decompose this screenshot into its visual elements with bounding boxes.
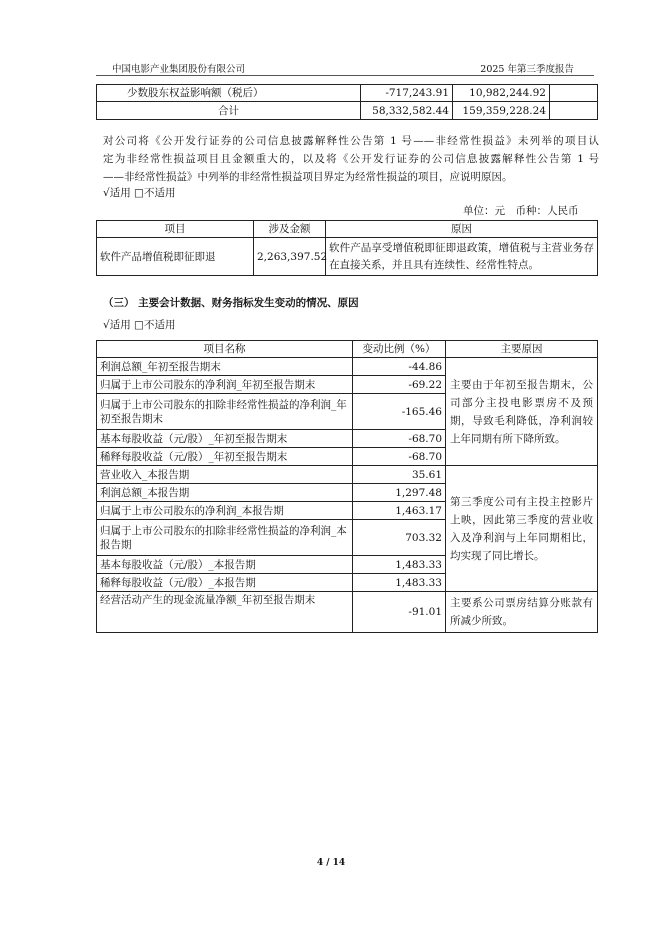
paragraph-line: 对公司将《公开发行证券的公司信息披露解释性公告第 1 号——非经常性损益》未列举的项目认 bbox=[103, 135, 599, 147]
row-value: 58,332,582.44 bbox=[361, 102, 453, 120]
table-row bbox=[97, 466, 598, 484]
change-ratio: 1,483.33 bbox=[353, 574, 446, 592]
col-header: 主要原因 bbox=[446, 341, 598, 358]
explanation-paragraph bbox=[103, 132, 599, 186]
page-header bbox=[96, 59, 594, 76]
table-header-row bbox=[97, 221, 598, 238]
table-row bbox=[97, 238, 598, 276]
item-name: 稀释每股收益（元/股）_本报告期 bbox=[97, 574, 353, 592]
item-name: 基本每股收益（元/股）_年初至报告期末 bbox=[97, 430, 353, 448]
change-ratio: 703.32 bbox=[353, 520, 446, 556]
table-header-row bbox=[97, 341, 598, 358]
nonrecurring-table-tail bbox=[96, 84, 598, 120]
row-value: 159,359,228.24 bbox=[453, 102, 550, 120]
change-ratio: 1,483.33 bbox=[353, 556, 446, 574]
item-name: 营业收入_本报告期 bbox=[97, 466, 353, 484]
reason-cell: 主要系公司票房结算分账款有所减少所致。 bbox=[446, 592, 598, 633]
col-header: 涉及金额 bbox=[254, 221, 326, 238]
table-row bbox=[97, 85, 598, 102]
change-ratio: 35.61 bbox=[353, 466, 446, 484]
change-ratio: 1,297.48 bbox=[353, 484, 446, 502]
applicable-checkbox-line: √适用 □不适用 bbox=[103, 319, 176, 331]
paragraph-line: ——非经常性损益》中列举的非经常性损益项目界定为经常性损益的项目，应说明原因。 bbox=[103, 171, 513, 183]
row-value: 10,982,244.92 bbox=[453, 85, 550, 102]
col-header: 项目 bbox=[97, 221, 254, 238]
change-ratio: -44.86 bbox=[353, 358, 446, 376]
col-header: 变动比例（%） bbox=[353, 341, 446, 358]
page-number: 4 / 14 bbox=[316, 858, 346, 868]
item-name: 归属于上市公司股东的扣除非经常性损益的净利润_年初至报告期末 bbox=[97, 394, 353, 430]
item-name: 基本每股收益（元/股）_本报告期 bbox=[97, 556, 353, 574]
section-title: （三） 主要会计数据、财务指标发生变动的情况、原因 bbox=[103, 297, 359, 309]
reason-cell: 软件产品享受增值税即征即退政策，增值税与主营业务存在直接关系，并且具有连续性、经常性特点。 bbox=[326, 238, 598, 276]
recurring-reason-table bbox=[96, 220, 598, 276]
item-name: 归属于上市公司股东的净利润_本报告期 bbox=[97, 502, 353, 520]
reason-cell: 第三季度公司有主投主控影片上映，因此第三季度的营业收入及净利润与上年同期相比，均实现了同比增长。 bbox=[446, 466, 598, 592]
change-ratio: -68.70 bbox=[353, 448, 446, 466]
paragraph-line: 定为非经常性损益项目且金额重大的，以及将《公开发行证券的公司信息披露解释性公告第 1 号 bbox=[103, 153, 599, 165]
row-value: -717,243.91 bbox=[361, 85, 453, 102]
change-ratio: -165.46 bbox=[353, 394, 446, 430]
total-label: 合计 bbox=[97, 102, 361, 120]
item-name: 利润总额_本报告期 bbox=[97, 484, 353, 502]
unit-currency-line: 单位：元 币种：人民币 bbox=[463, 205, 579, 217]
item-name: 稀释每股收益（元/股）_年初至报告期末 bbox=[97, 448, 353, 466]
item-name: 归属于上市公司股东的扣除非经常性损益的净利润_本报告期 bbox=[97, 520, 353, 556]
row-value bbox=[550, 85, 598, 102]
table-row bbox=[97, 592, 598, 633]
row-label: 少数股东权益影响额（税后） bbox=[97, 85, 361, 102]
change-ratio: 1,463.17 bbox=[353, 502, 446, 520]
amount-cell: 2,263,397.52 bbox=[254, 238, 326, 276]
item-name: 归属于上市公司股东的净利润_年初至报告期末 bbox=[97, 376, 353, 394]
item-name: 经营活动产生的现金流量净额_年初至报告期末 bbox=[97, 592, 353, 633]
report-title: 2025 年第三季度报告 bbox=[480, 64, 574, 75]
col-header: 项目名称 bbox=[97, 341, 353, 358]
change-ratio: -91.01 bbox=[353, 592, 446, 633]
change-ratio: -69.22 bbox=[353, 376, 446, 394]
change-ratio: -68.70 bbox=[353, 430, 446, 448]
item-cell: 软件产品增值税即征即退 bbox=[97, 238, 254, 276]
table-row bbox=[97, 358, 598, 376]
table-row bbox=[97, 102, 598, 120]
row-value bbox=[550, 102, 598, 120]
reason-cell: 主要由于年初至报告期末，公司部分主投电影票房不及预期，导致毛利降低，净利润较上年同期有所下降所致。 bbox=[446, 358, 598, 466]
col-header: 原因 bbox=[326, 221, 598, 238]
item-name: 利润总额_年初至报告期末 bbox=[97, 358, 353, 376]
company-name: 中国电影产业集团股份有限公司 bbox=[112, 64, 246, 75]
applicable-checkbox-line: √适用 □不适用 bbox=[103, 187, 176, 199]
change-reasons-table bbox=[96, 340, 598, 633]
